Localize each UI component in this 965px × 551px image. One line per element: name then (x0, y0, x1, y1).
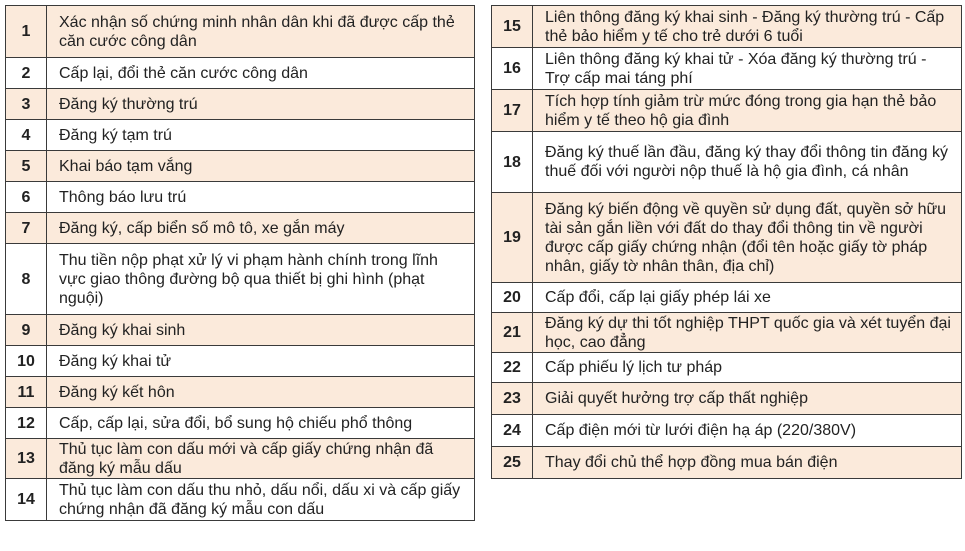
service-name: Liên thông đăng ký khai sinh - Đăng ký thường trú - Cấp thẻ bảo hiểm y tế cho trẻ dưới 6 tuổi (533, 6, 962, 48)
table-row (6, 89, 475, 120)
table-row (6, 479, 475, 521)
service-name: Giải quyết hưởng trợ cấp thất nghiệp (533, 383, 962, 415)
service-name: Cấp đổi, cấp lại giấy phép lái xe (533, 283, 962, 313)
row-number: 21 (492, 313, 533, 353)
row-number: 8 (6, 244, 47, 315)
service-name: Đăng ký thường trú (47, 89, 475, 120)
service-name: Cấp phiếu lý lịch tư pháp (533, 353, 962, 383)
row-number: 9 (6, 315, 47, 346)
table-row (6, 439, 475, 479)
service-name: Tích hợp tính giảm trừ mức đóng trong gia hạn thẻ bảo hiểm y tế theo hộ gia đình (533, 90, 962, 132)
row-number: 4 (6, 120, 47, 151)
service-name: Đăng ký tạm trú (47, 120, 475, 151)
table-row (6, 377, 475, 408)
row-number: 3 (6, 89, 47, 120)
service-name: Đăng ký khai sinh (47, 315, 475, 346)
row-number: 17 (492, 90, 533, 132)
table-row (6, 151, 475, 182)
row-number: 2 (6, 58, 47, 89)
row-number: 12 (6, 408, 47, 439)
service-name: Đăng ký biến động về quyền sử dụng đất, quyền sở hữu tài sản gắn liền với đất do thay đổi thông tin về người được cấp giấy chứng nhận (đổi tên hoặc giấy tờ pháp nhân, giấy tờ nhân thân, địa chỉ) (533, 193, 962, 283)
row-number: 25 (492, 447, 533, 479)
service-name: Thông báo lưu trú (47, 182, 475, 213)
table-row (492, 353, 962, 383)
service-name: Xác nhận số chứng minh nhân dân khi đã được cấp thẻ căn cước công dân (47, 6, 475, 58)
row-number: 6 (6, 182, 47, 213)
row-number: 10 (6, 346, 47, 377)
table-row (6, 182, 475, 213)
table-row (6, 213, 475, 244)
table-row (6, 58, 475, 89)
row-number: 16 (492, 48, 533, 90)
row-number: 1 (6, 6, 47, 58)
services-table-right (491, 5, 962, 479)
row-number: 24 (492, 415, 533, 447)
table-row (492, 6, 962, 48)
row-number: 18 (492, 132, 533, 193)
table-row (6, 6, 475, 58)
service-name: Đăng ký thuế lần đầu, đăng ký thay đổi thông tin đăng ký thuế đối với người nộp thuế là hộ gia đình, cá nhân (533, 132, 962, 193)
service-name: Liên thông đăng ký khai tử - Xóa đăng ký thường trú - Trợ cấp mai táng phí (533, 48, 962, 90)
table-row (492, 283, 962, 313)
service-name: Thu tiền nộp phạt xử lý vi phạm hành chính trong lĩnh vực giao thông đường bộ qua thiết bị ghi hình (phạt nguội) (47, 244, 475, 315)
service-name: Đăng ký, cấp biển số mô tô, xe gắn máy (47, 213, 475, 244)
table-row (492, 48, 962, 90)
table-row (6, 346, 475, 377)
table-row (492, 132, 962, 193)
service-name: Đăng ký dự thi tốt nghiệp THPT quốc gia và xét tuyển đại học, cao đẳng (533, 313, 962, 353)
service-name: Đăng ký khai tử (47, 346, 475, 377)
service-name: Khai báo tạm vắng (47, 151, 475, 182)
row-number: 20 (492, 283, 533, 313)
row-number: 5 (6, 151, 47, 182)
row-number: 23 (492, 383, 533, 415)
row-number: 13 (6, 439, 47, 479)
table-row (6, 408, 475, 439)
table-row (6, 120, 475, 151)
row-number: 7 (6, 213, 47, 244)
service-name: Đăng ký kết hôn (47, 377, 475, 408)
row-number: 11 (6, 377, 47, 408)
table-row (492, 90, 962, 132)
table-row (492, 193, 962, 283)
service-name: Thay đổi chủ thể hợp đồng mua bán điện (533, 447, 962, 479)
row-number: 15 (492, 6, 533, 48)
table-row (492, 415, 962, 447)
row-number: 19 (492, 193, 533, 283)
service-name: Cấp, cấp lại, sửa đổi, bổ sung hộ chiếu phổ thông (47, 408, 475, 439)
table-row (492, 383, 962, 415)
service-name: Thủ tục làm con dấu thu nhỏ, dấu nổi, dấu xi và cấp giấy chứng nhận đã đăng ký mẫu con dấu (47, 479, 475, 521)
table-row (492, 313, 962, 353)
table-row (6, 315, 475, 346)
service-name: Cấp điện mới từ lưới điện hạ áp (220/380V) (533, 415, 962, 447)
table-row (6, 244, 475, 315)
row-number: 22 (492, 353, 533, 383)
row-number: 14 (6, 479, 47, 521)
service-name: Cấp lại, đổi thẻ căn cước công dân (47, 58, 475, 89)
service-name: Thủ tục làm con dấu mới và cấp giấy chứng nhận đã đăng ký mẫu dấu (47, 439, 475, 479)
services-table-left (5, 5, 475, 521)
table-row (492, 447, 962, 479)
